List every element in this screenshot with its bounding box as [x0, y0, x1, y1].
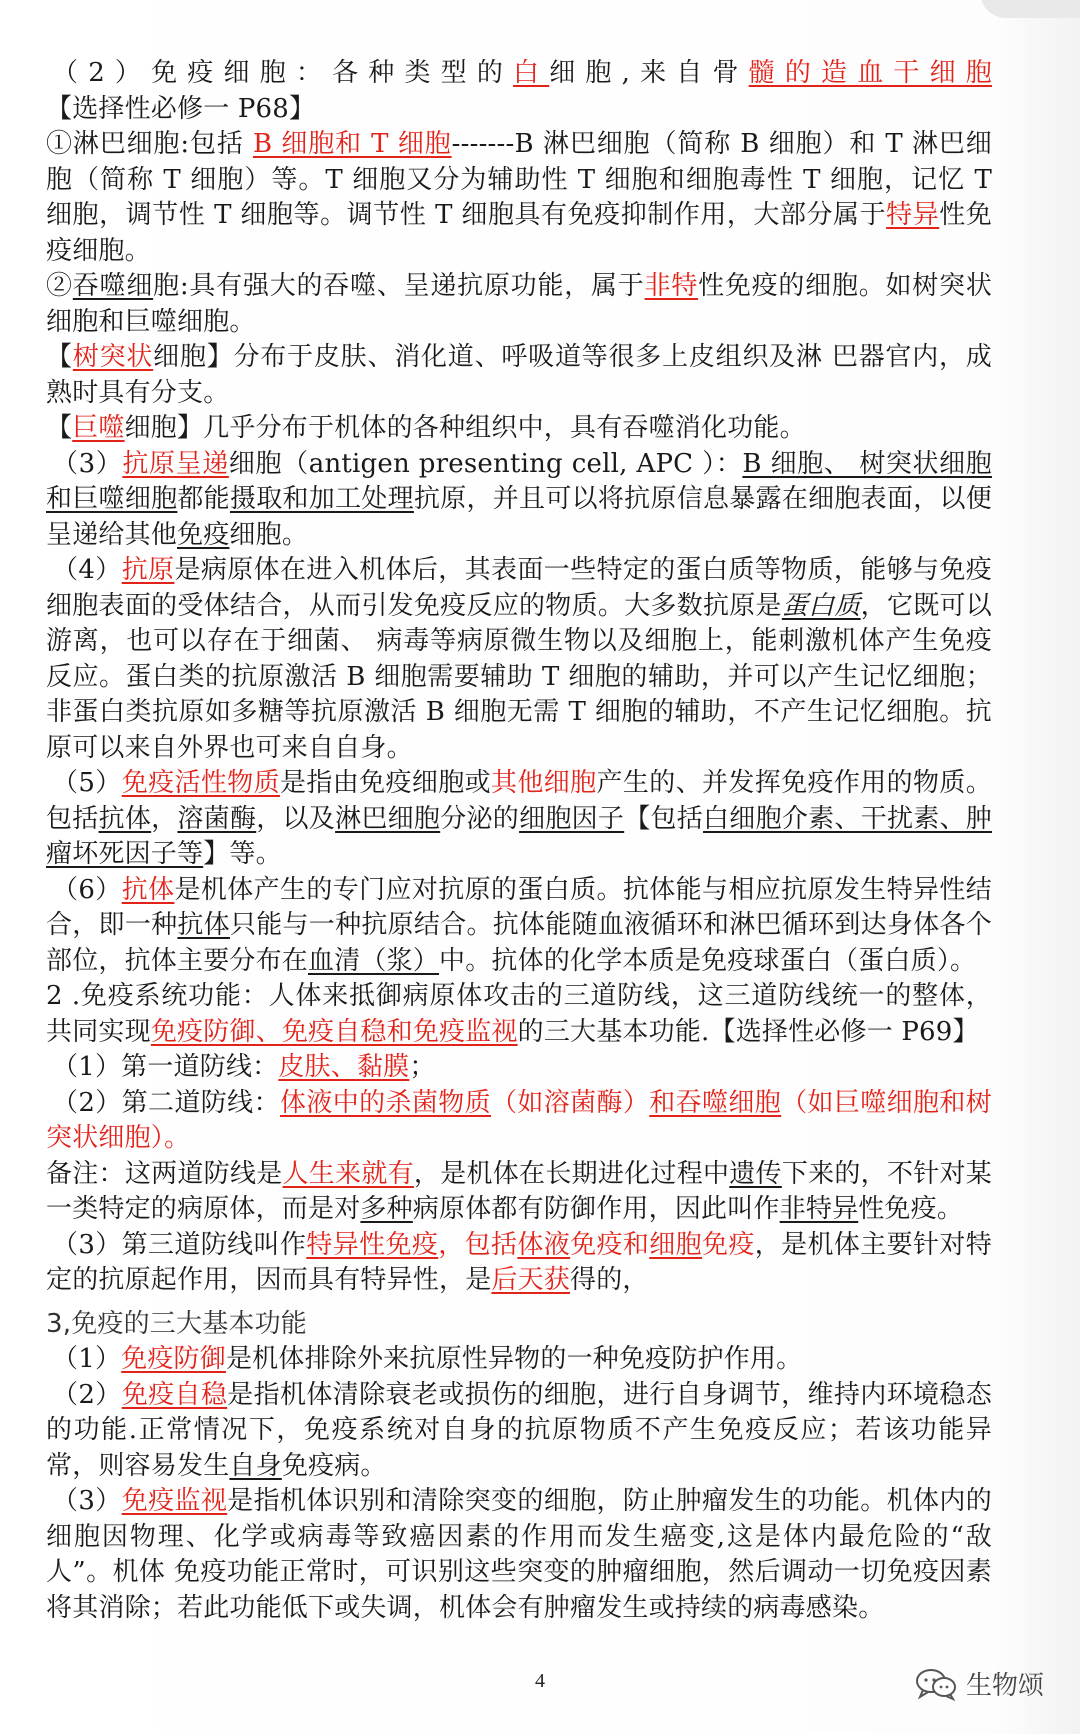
paragraph-phagocytes: ②吞噬细胞:具有强大的吞噬、呈递抗原功能，属于非特性免疫的细胞。如树突状细胞和巨噬细胞。 [46, 271, 993, 337]
paragraph-third-line: （3）第三道防线叫作特异性免疫，包括体液免疫和细胞免疫，是机体主要针对特定的抗原起作用，因而具有特异性，是后天获得的， [46, 1229, 992, 1295]
corner-shade [980, 0, 1080, 18]
paragraph-apc: （3）抗原呈递细胞（antigen presenting cell, APC ）：B 细胞、 树突状细胞和巨噬细胞都能摄取和加工处理抗原，并且可以将抗原信息暴露在细胞表面，以便呈递给其他免疫细胞。 [46, 448, 992, 550]
paragraph-homeostasis: （2）免疫自稳是指机体清除衰老或损伤的细胞，进行自身调节，维持内环境稳态的功能.正常情况下，免疫系统对自身的抗原物质不产生免疫反应；若该功能异常，则容易发生自身免疫病。 [46, 1379, 992, 1481]
document-body [46, 56, 992, 1626]
paragraph-defense: （1）免疫防御是机体排除外来抗原性异物的一种免疫防护作用。 [52, 1344, 803, 1374]
section-heading: 3,免疫的三大基本功能 [46, 1308, 308, 1339]
paragraph-dendritic-cell: 【树突状细胞】分布于皮肤、消化道、呼吸道等很多上皮组织及淋 巴器官内，成熟时具有分支。 [46, 342, 992, 408]
paragraph-surveillance: （3）免疫监视是指机体识别和清除突变的细胞，防止肿瘤发生的功能。机体内的细胞因物理、化学或病毒等致癌因素的作用而发生癌变,这是体内最危险的“敌人”。机体 免疫功能正常时，可识别这些突变的肿瘤细胞，然后调动一切免疫因素将其消除；若此功能低下或失调，机体会有肿瘤发生或持续的病毒感染。 [46, 1486, 992, 1623]
paragraph-immune-functions: 2 .免疫系统功能：人体来抵御病原体攻击的三道防线，这三道防线统一的整体，共同实现免疫防御、免疫自稳和免疫监视的三大基本功能.【选择性必修一 P69】 [46, 981, 992, 1047]
paragraph-antibody: （6）抗体是机体产生的专门应对抗原的蛋白质。抗体能与相应抗原发生特异性结合，即一种抗体只能与一种抗原结合。抗体能随血液循环和淋巴循环到达身体各个部位，抗体主要分布在血清（浆）中。抗体的化学本质是免疫球蛋白（蛋白质）。 [46, 874, 992, 976]
chat-bubbles-icon [914, 1667, 958, 1701]
paragraph-macrophage: 【巨噬细胞】几乎分布于机体的各种组织中，具有吞噬消化功能。 [46, 413, 806, 443]
paragraph-immune-cells: （2）免疫细胞：各种类型的白细胞,来自骨髓的造血干细胞【选择性必修一 P68】 [46, 58, 993, 124]
paragraph-first-line: （1）第一道防线：皮肤、黏膜； [52, 1052, 436, 1082]
watermark-text: 生物颂 [965, 1671, 1044, 1701]
paragraph-second-line: （2）第二道防线：体液中的杀菌物质（如溶菌酶）和吞噬细胞（如巨噬细胞和树突状细胞）。 [46, 1087, 993, 1153]
paragraph-active-substances: （5）免疫活性物质是指由免疫细胞或其他细胞产生的、并发挥免疫作用的物质。包括抗体，溶菌酶，以及淋巴细胞分泌的细胞因子【包括白细胞介素、干扰素、肿瘤坏死因子等】等。 [46, 768, 993, 869]
page-number: 4 [535, 1670, 545, 1692]
paragraph-lymphocytes: ①淋巴细胞:包括 B 细胞和 T 细胞-------B 淋巴细胞（简称 B 细胞）和 T 淋巴细胞（简称 T 细胞）等。T 细胞又分为辅助性 T 细胞和细胞毒性 T 细胞，记忆 T 细胞，调节性 T 细胞等。调节性 T 细胞具有免疫抑制作用，大部分属于特异性免疫细胞。 [46, 129, 992, 266]
paragraph-note: 备注：这两道防线是人生来就有，是机体在长期进化过程中遗传下来的，不针对某一类特定的病原体，而是对多种病原体都有防御作用，因此叫作非特异性免疫。 [46, 1158, 992, 1224]
paragraph-antigen: （4）抗原是病原体在进入机体后，其表面一些特定的蛋白质等物质，能够与免疫细胞表面的受体结合，从而引发免疫反应的物质。大多数抗原是蛋白质，它既可以游离，也可以存在于细菌、 病毒等病原微生物以及细胞上，能刺激机体产生免疫反应。蛋白类的抗原激活 B 细胞需要辅助 T 细胞的辅助，并可以产生记忆细胞；非蛋白类抗原如多糖等抗原激活 B 细胞无需 T 细胞的辅助，不产生记忆细胞。抗原可以来自外界也可来自自身。 [46, 555, 992, 763]
watermark [914, 1665, 1044, 1702]
